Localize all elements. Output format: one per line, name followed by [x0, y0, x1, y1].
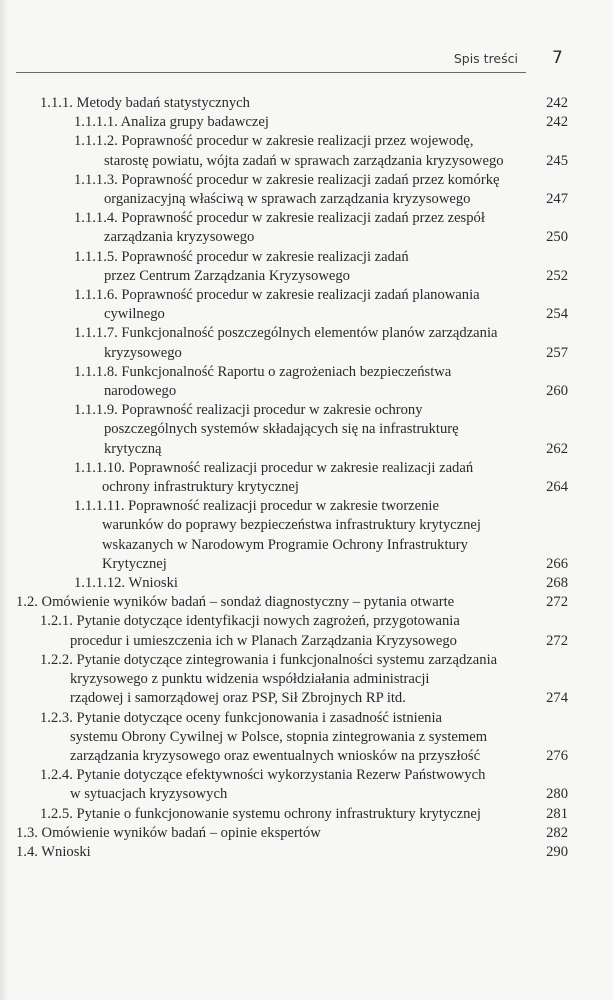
toc-entry-title-continuation: starostę powiatu, wójta zadań w sprawach zarządzania kryzysowego [104, 152, 504, 169]
toc-entry-title-continuation: zarządzania kryzysowego oraz ewentualnych wniosków na przyszłość [70, 747, 481, 764]
toc-entry-title-continuation: poszczególnych systemów składających się na infrastrukturę [104, 421, 459, 438]
toc-entry-title-continuation: kryzysowego [104, 344, 182, 361]
toc-entry-title-continuation: zarządzania kryzysowego [104, 229, 255, 246]
toc-entry-title: 1.1.1.6. Poprawność procedur w zakresie realizacji zadań planowania [74, 287, 480, 304]
toc-entry[interactable] [16, 324, 568, 362]
toc-entry-page-number: 245 [546, 152, 568, 169]
toc-entry-title: 1.1.1. Metody badań statystycznych [40, 95, 250, 111]
toc-entry-page-number: 276 [546, 747, 568, 764]
toc-entry[interactable] [16, 824, 568, 843]
toc-entry[interactable] [16, 651, 568, 709]
toc-entry-title-continuation: warunków do poprawy bezpieczeństwa infrastruktury krytycznej [102, 517, 481, 534]
toc-entry-page-number: 281 [546, 805, 568, 822]
toc-entry[interactable] [16, 574, 568, 593]
running-header-title: Spis treści [453, 51, 518, 66]
toc-entry-title: 1.1.1.1. Analiza grupy badawczej [74, 114, 269, 131]
toc-entry-title: 1.2.5. Pytanie o funkcjonowanie systemu ochrony infrastruktury krytycznej [40, 805, 481, 822]
toc-entry-title: 1.3. Omówienie wyników badań – opinie ekspertów [16, 824, 321, 841]
toc-entry-page-number: 242 [546, 114, 568, 131]
toc-entry-title: 1.2.3. Pytanie dotyczące oceny funkcjonowania i zasadność istnienia [40, 709, 443, 726]
toc-entry-page-number: 254 [546, 306, 568, 323]
toc-entry-page-number: 268 [546, 575, 568, 592]
toc-entry-page-number: 280 [546, 786, 568, 803]
toc-entry-title-continuation: Krytycznej [102, 555, 167, 572]
toc-entry[interactable] [16, 497, 568, 574]
toc-entry-title: 1.2.4. Pytanie dotyczące efektywności wykorzystania Rezerw Państwowych [40, 767, 486, 784]
toc-entry-title: 1.2. Omówienie wyników badań – sondaż diagnostyczny – pytania otwarte [16, 594, 455, 611]
toc-entry-page-number: 264 [546, 479, 568, 496]
toc-entry-title: 1.1.1.7. Funkcjonalność poszczególnych elementów planów zarządzania [74, 325, 498, 342]
toc-entry-page-number: 242 [546, 95, 568, 111]
toc-entry-title: 1.1.1.4. Poprawność procedur w zakresie realizacji zadań przez zespół [74, 210, 485, 227]
toc-entry-title-continuation: kryzysowego z punktu widzenia współdziałania administracji [70, 671, 430, 688]
toc-entry[interactable] [16, 843, 568, 862]
toc-entry-title-continuation: krytyczną [104, 440, 162, 457]
toc-entry[interactable] [16, 766, 568, 804]
toc-entry[interactable] [16, 805, 568, 824]
toc-entry-page-number: 274 [546, 690, 568, 707]
running-header [16, 44, 526, 73]
toc-entry-page-number: 250 [546, 229, 568, 246]
toc-entry-title-continuation: procedur i umieszczenia ich w Planach Zarządzania Kryzysowego [70, 632, 457, 649]
toc-entry-title: 1.1.1.10. Poprawność realizacji procedur w zakresie realizacji zadań [74, 459, 474, 476]
toc-entry-title-continuation: ochrony infrastruktury krytycznej [102, 479, 299, 496]
toc-entry[interactable] [16, 132, 568, 170]
toc-entry[interactable] [16, 248, 568, 286]
toc-entry[interactable] [16, 363, 568, 401]
toc-entry[interactable] [16, 709, 568, 767]
toc-entry-page-number: 272 [546, 594, 568, 611]
toc-entry-page-number: 266 [546, 555, 568, 572]
page-number: 7 [552, 48, 563, 68]
toc-entry[interactable] [16, 113, 568, 132]
toc-entry[interactable] [16, 612, 568, 650]
toc-entry[interactable] [16, 286, 568, 324]
toc-entry[interactable] [16, 209, 568, 247]
toc-entry-page-number: 260 [546, 383, 568, 400]
toc-entry-title: 1.1.1.2. Poprawność procedur w zakresie realizacji przez wojewodę, [74, 133, 474, 150]
toc-entry-page-number: 272 [546, 632, 568, 649]
toc-entry-title-continuation: wskazanych w Narodowym Programie Ochrony Infrastruktury [102, 536, 468, 553]
toc-entry-title-continuation: w sytuacjach kryzysowych [70, 786, 228, 803]
toc-entry-title: 1.1.1.9. Poprawność realizacji procedur w zakresie ochrony [74, 402, 423, 419]
toc-entry-title: 1.2.1. Pytanie dotyczące identyfikacji nowych zagrożeń, przygotowania [40, 613, 460, 630]
toc-entry-title-continuation: cywilnego [104, 306, 165, 323]
toc-entry[interactable] [16, 94, 568, 113]
toc-entry-title: 1.1.1.11. Poprawność realizacji procedur w zakresie tworzenie [74, 498, 439, 515]
toc-entry[interactable] [16, 171, 568, 209]
table-of-contents [16, 94, 568, 862]
toc-entry-title: 1.1.1.12. Wnioski [74, 575, 178, 592]
toc-entry-page-number: 247 [546, 191, 568, 207]
toc-entry-page-number: 282 [546, 824, 568, 841]
page-gutter-shadow [0, 0, 8, 1000]
toc-entry-page-number: 262 [546, 440, 568, 457]
toc-entry-title: 1.1.1.3. Poprawność procedur w zakresie realizacji zadań przez komórkę [74, 171, 500, 188]
toc-entry-title-continuation: przez Centrum Zarządzania Kryzysowego [104, 267, 350, 284]
toc-entry-title: 1.1.1.5. Poprawność procedur w zakresie realizacji zadań [74, 248, 409, 265]
toc-entry-title-continuation: rządowej i samorządowej oraz PSP, Sił Zbrojnych RP itd. [70, 690, 406, 707]
toc-entry-page-number: 290 [546, 843, 568, 860]
toc-entry-page-number: 257 [546, 344, 568, 361]
toc-entry[interactable] [16, 401, 568, 459]
toc-entry-page-number: 252 [546, 267, 568, 284]
toc-entry-title: 1.1.1.8. Funkcjonalność Raportu o zagrożeniach bezpieczeństwa [74, 363, 452, 380]
toc-entry-title-continuation: organizacyjną właściwą w sprawach zarządzania kryzysowego [104, 191, 471, 208]
toc-entry-title-continuation: narodowego [104, 383, 177, 400]
toc-entry[interactable] [16, 459, 568, 497]
toc-entry-title-continuation: systemu Obrony Cywilnej w Polsce, stopnia zintegrowania z systemem [70, 728, 488, 745]
toc-entry-title: 1.4. Wnioski [16, 843, 91, 860]
toc-entry-title: 1.2.2. Pytanie dotyczące zintegrowania i funkcjonalności systemu zarządzania [40, 651, 498, 668]
toc-entry[interactable] [16, 593, 568, 612]
